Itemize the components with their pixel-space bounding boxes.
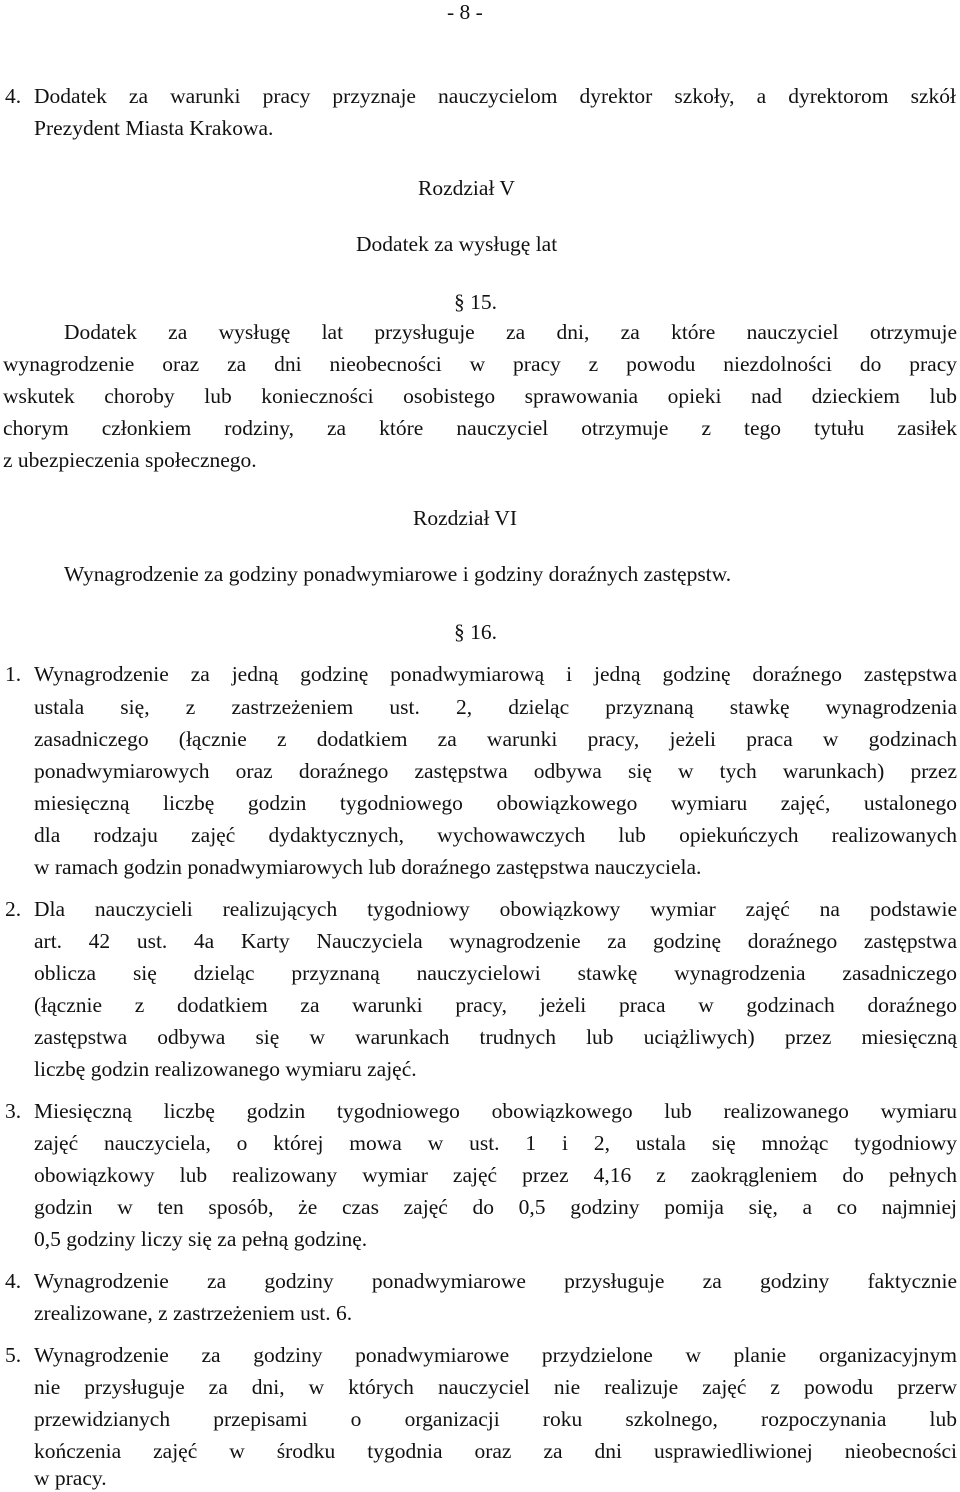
item-line: zrealizowane, z zastrzeżeniem ust. 6. <box>34 1301 353 1325</box>
item-line: (łącznie z dodatkiem za warunki pracy, jeżeli praca w godzinach doraźnego <box>34 993 957 1017</box>
item-line: obowiązkowy lub realizowany wymiar zajęć przez 4,16 z zaokrągleniem do pełnych <box>34 1163 957 1187</box>
item-line: kończenia zajęć w środku tygodnia oraz za dni usprawiedliwionej nieobecności <box>34 1439 957 1463</box>
section-number: § 15. <box>454 290 497 314</box>
chapter-heading: Rozdział V <box>418 176 515 200</box>
paragraph-line: z ubezpieczenia społecznego. <box>3 448 257 472</box>
section-number: § 16. <box>454 620 497 644</box>
item-number: 1. <box>5 662 22 686</box>
item-line: przewidzianych przepisami o organizacji roku szkolnego, rozpoczynania lub <box>34 1407 957 1431</box>
item-line: w ramach godzin ponadwymiarowych lub doraźnego zastępstwa nauczyciela. <box>34 855 702 879</box>
item-line: ponadwymiarowych oraz doraźnego zastępstwa odbywa się w tych warunkach) przez <box>34 759 957 783</box>
item-number: 2. <box>5 897 22 921</box>
paragraph-line: wskutek choroby lub konieczności osobistego sprawowania opieki nad dzieckiem lub <box>3 384 957 408</box>
item-line: Miesięczną liczbę godzin tygodniowego obowiązkowego lub realizowanego wymiaru <box>34 1099 957 1123</box>
item-line: ustala się, z zastrzeżeniem ust. 2, dzieląc przyznaną stawkę wynagrodzenia <box>34 695 957 719</box>
item-line: 0,5 godziny liczy się za pełną godzinę. <box>34 1227 368 1251</box>
item-line: nie przysługuje za dni, w których nauczyciel nie realizuje zajęć z powodu przerw <box>34 1375 957 1399</box>
paragraph-line: chorym członkiem rodziny, za które nauczyciel otrzymuje z tego tytułu zasiłek <box>3 416 957 440</box>
item-line: Dodatek za warunki pracy przyznaje nauczycielom dyrektor szkoły, a dyrektorom szkół <box>34 84 956 108</box>
item-number: 4. <box>5 1269 22 1293</box>
page-number: - 8 - <box>447 0 483 24</box>
item-line: art. 42 ust. 4a Karty Nauczyciela wynagrodzenie za godzinę doraźnego zastępstwa <box>34 929 957 953</box>
item-line: dla rodzaju zajęć dydaktycznych, wychowawczych lub opiekuńczych realizowanych <box>34 823 957 847</box>
item-number: 3. <box>5 1099 22 1123</box>
item-line: Prezydent Miasta Krakowa. <box>34 116 274 140</box>
item-line: zastępstwa odbywa się w warunkach trudnych lub uciążliwych) przez miesięczną <box>34 1025 957 1049</box>
item-line: Wynagrodzenie za jedną godzinę ponadwymiarową i jedną godzinę doraźnego zastępstwa <box>34 662 957 686</box>
paragraph-line: Dodatek za wysługę lat przysługuje za dni, za które nauczyciel otrzymuje <box>64 320 957 344</box>
item-line: zasadniczego (łącznie z dodatkiem za warunki pracy, jeżeli praca w godzinach <box>34 727 957 751</box>
item-line: w pracy. <box>34 1466 107 1490</box>
item-line: liczbę godzin realizowanego wymiaru zajęć. <box>34 1057 417 1081</box>
item-line: miesięczną liczbę godzin tygodniowego obowiązkowego wymiaru zajęć, ustalonego <box>34 791 957 815</box>
item-number: 5. <box>5 1343 22 1367</box>
chapter-title: Wynagrodzenie za godziny ponadwymiarowe i godziny doraźnych zastępstw. <box>64 562 732 586</box>
chapter-heading: Rozdział VI <box>413 506 518 530</box>
item-line: godzin w ten sposób, że czas zajęć do 0,5 godziny pomija się, a co najmniej <box>34 1195 957 1219</box>
chapter-title: Dodatek za wysługę lat <box>356 232 558 256</box>
item-line: Wynagrodzenie za godziny ponadwymiarowe przydzielone w planie organizacyjnym <box>34 1343 957 1367</box>
item-number: 4. <box>5 84 22 108</box>
item-line: oblicza się dzieląc przyznaną nauczycielowi stawkę wynagrodzenia zasadniczego <box>34 961 957 985</box>
item-line: Wynagrodzenie za godziny ponadwymiarowe przysługuje za godziny faktycznie <box>34 1269 957 1293</box>
item-line: Dla nauczycieli realizujących tygodniowy obowiązkowy wymiar zajęć na podstawie <box>34 897 957 921</box>
item-line: zajęć nauczyciela, o której mowa w ust. 1 i 2, ustala się mnożąc tygodniowy <box>34 1131 957 1155</box>
paragraph-line: wynagrodzenie oraz za dni nieobecności w pracy z powodu niezdolności do pracy <box>3 352 957 376</box>
